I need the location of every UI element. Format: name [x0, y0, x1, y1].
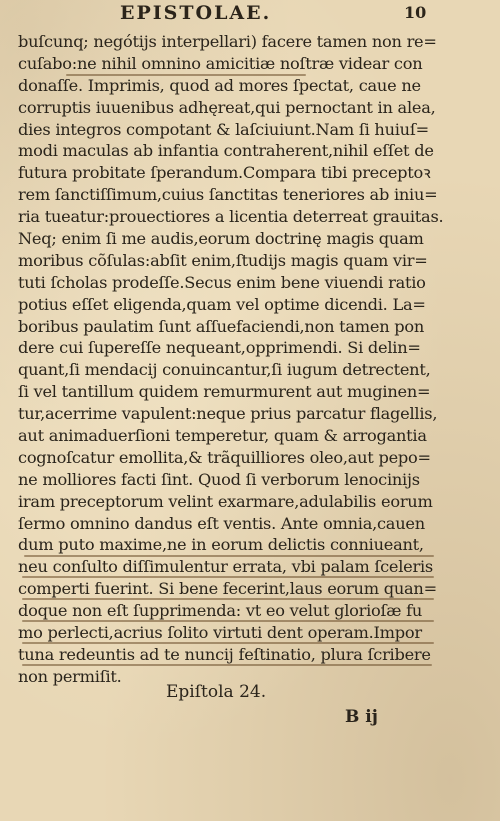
next-letter-heading: Epiſtola 24.: [166, 682, 267, 702]
text-line: ria tueatur:prouectiores a licentia deterreat grauitas.: [18, 207, 444, 227]
text-line: tuti ſcholas prodeſſe.Secus enim bene viuendi ratio: [18, 272, 426, 292]
text-line: dum puto maxime,ne in eorum delictis conniueant,: [18, 535, 424, 555]
text-line: non permiſit.: [18, 666, 122, 686]
text-line: modi maculas ab infantia contraherent,nihil eſſet de: [18, 141, 434, 161]
ink-underline: [22, 576, 434, 578]
ink-underline: [22, 620, 434, 622]
signature-mark: B ij: [345, 707, 378, 727]
text-line: tuna redeuntis ad te nuncij feſtinatio, plura ſcribere: [18, 644, 431, 664]
text-line: boribus paulatim ſunt aſſuefaciendi,non tamen pon: [18, 316, 425, 336]
text-line: donaſſe. Imprimis, quod ad mores ſpectat, caue ne: [18, 75, 421, 95]
text-line: corruptis iuuenibus adhęreat,qui pernoctant in alea,: [18, 97, 436, 117]
text-line: comperti fuerint. Si bene fecerint,laus eorum quan=: [18, 579, 437, 599]
text-line: mo perlecti,acrius ſolito virtuti dent operam.Impor: [18, 623, 422, 643]
ink-underline: [22, 642, 434, 644]
text-line: aut animaduerſioni temperetur, quam & arrogantia: [18, 426, 427, 446]
text-line: ne molliores facti ſint. Quod ſi verborum lenocinijs: [18, 469, 420, 489]
text-line: ſermo omnino dandus eſt ventis. Ante omnia,cauen: [18, 513, 425, 533]
ink-underline: [22, 664, 432, 666]
text-line: quant,ſi mendacij conuincantur,ſi iugum detrectent,: [18, 360, 431, 380]
text-line: cuſabo:ne nihil omnino amicitiæ noſtræ videar con: [18, 53, 423, 73]
text-line: moribus cõſulas:abſit enim,ſtudijs magis quam vir=: [18, 250, 428, 270]
text-line: tur,acerrime vapulent:neque prius parcatur flagellis,: [18, 404, 438, 424]
letter-body: [18, 31, 444, 688]
text-line: ſi vel tantillum quidem remurmurent aut muginen=: [18, 382, 431, 402]
text-line: potius eſſet eligenda,quam vel optime dicendi. La=: [18, 294, 426, 314]
ink-underline: [24, 555, 434, 557]
text-line: doque non eſt ſupprimenda: vt eo velut glorioſæ fu: [18, 601, 423, 621]
text-line: futura probitate ſperandum.Compara tibi preceptoꝛ: [18, 163, 431, 183]
text-line: Neq; enim ſi me audis,eorum doctrinę magis quam: [18, 229, 424, 249]
text-line: dere cui ſupereſſe nequeant,opprimendi. Si delin=: [18, 338, 421, 358]
text-line: dies integros compotant & laſciuiunt.Nam ſi huiuſ=: [18, 119, 429, 139]
text-line: neu conſulto diſſimulentur errata, vbi palam ſceleris: [18, 557, 433, 577]
running-title: EPISTOLAE.: [120, 2, 272, 24]
ink-underline: [22, 598, 434, 600]
ink-underline: [66, 74, 306, 76]
text-line: iram preceptorum velint exarmare,adulabilis eorum: [18, 491, 433, 511]
text-line: cognoſcatur emollita,& trãquilliores oleo,aut pepo=: [18, 447, 431, 467]
text-line: buſcunq; negótijs interpellari) facere tamen non re=: [18, 32, 437, 51]
text-line: rem ſanctiſſimum,cuius ſanctitas teneriores ab iniu=: [18, 185, 438, 205]
page-number: 10: [404, 3, 427, 22]
